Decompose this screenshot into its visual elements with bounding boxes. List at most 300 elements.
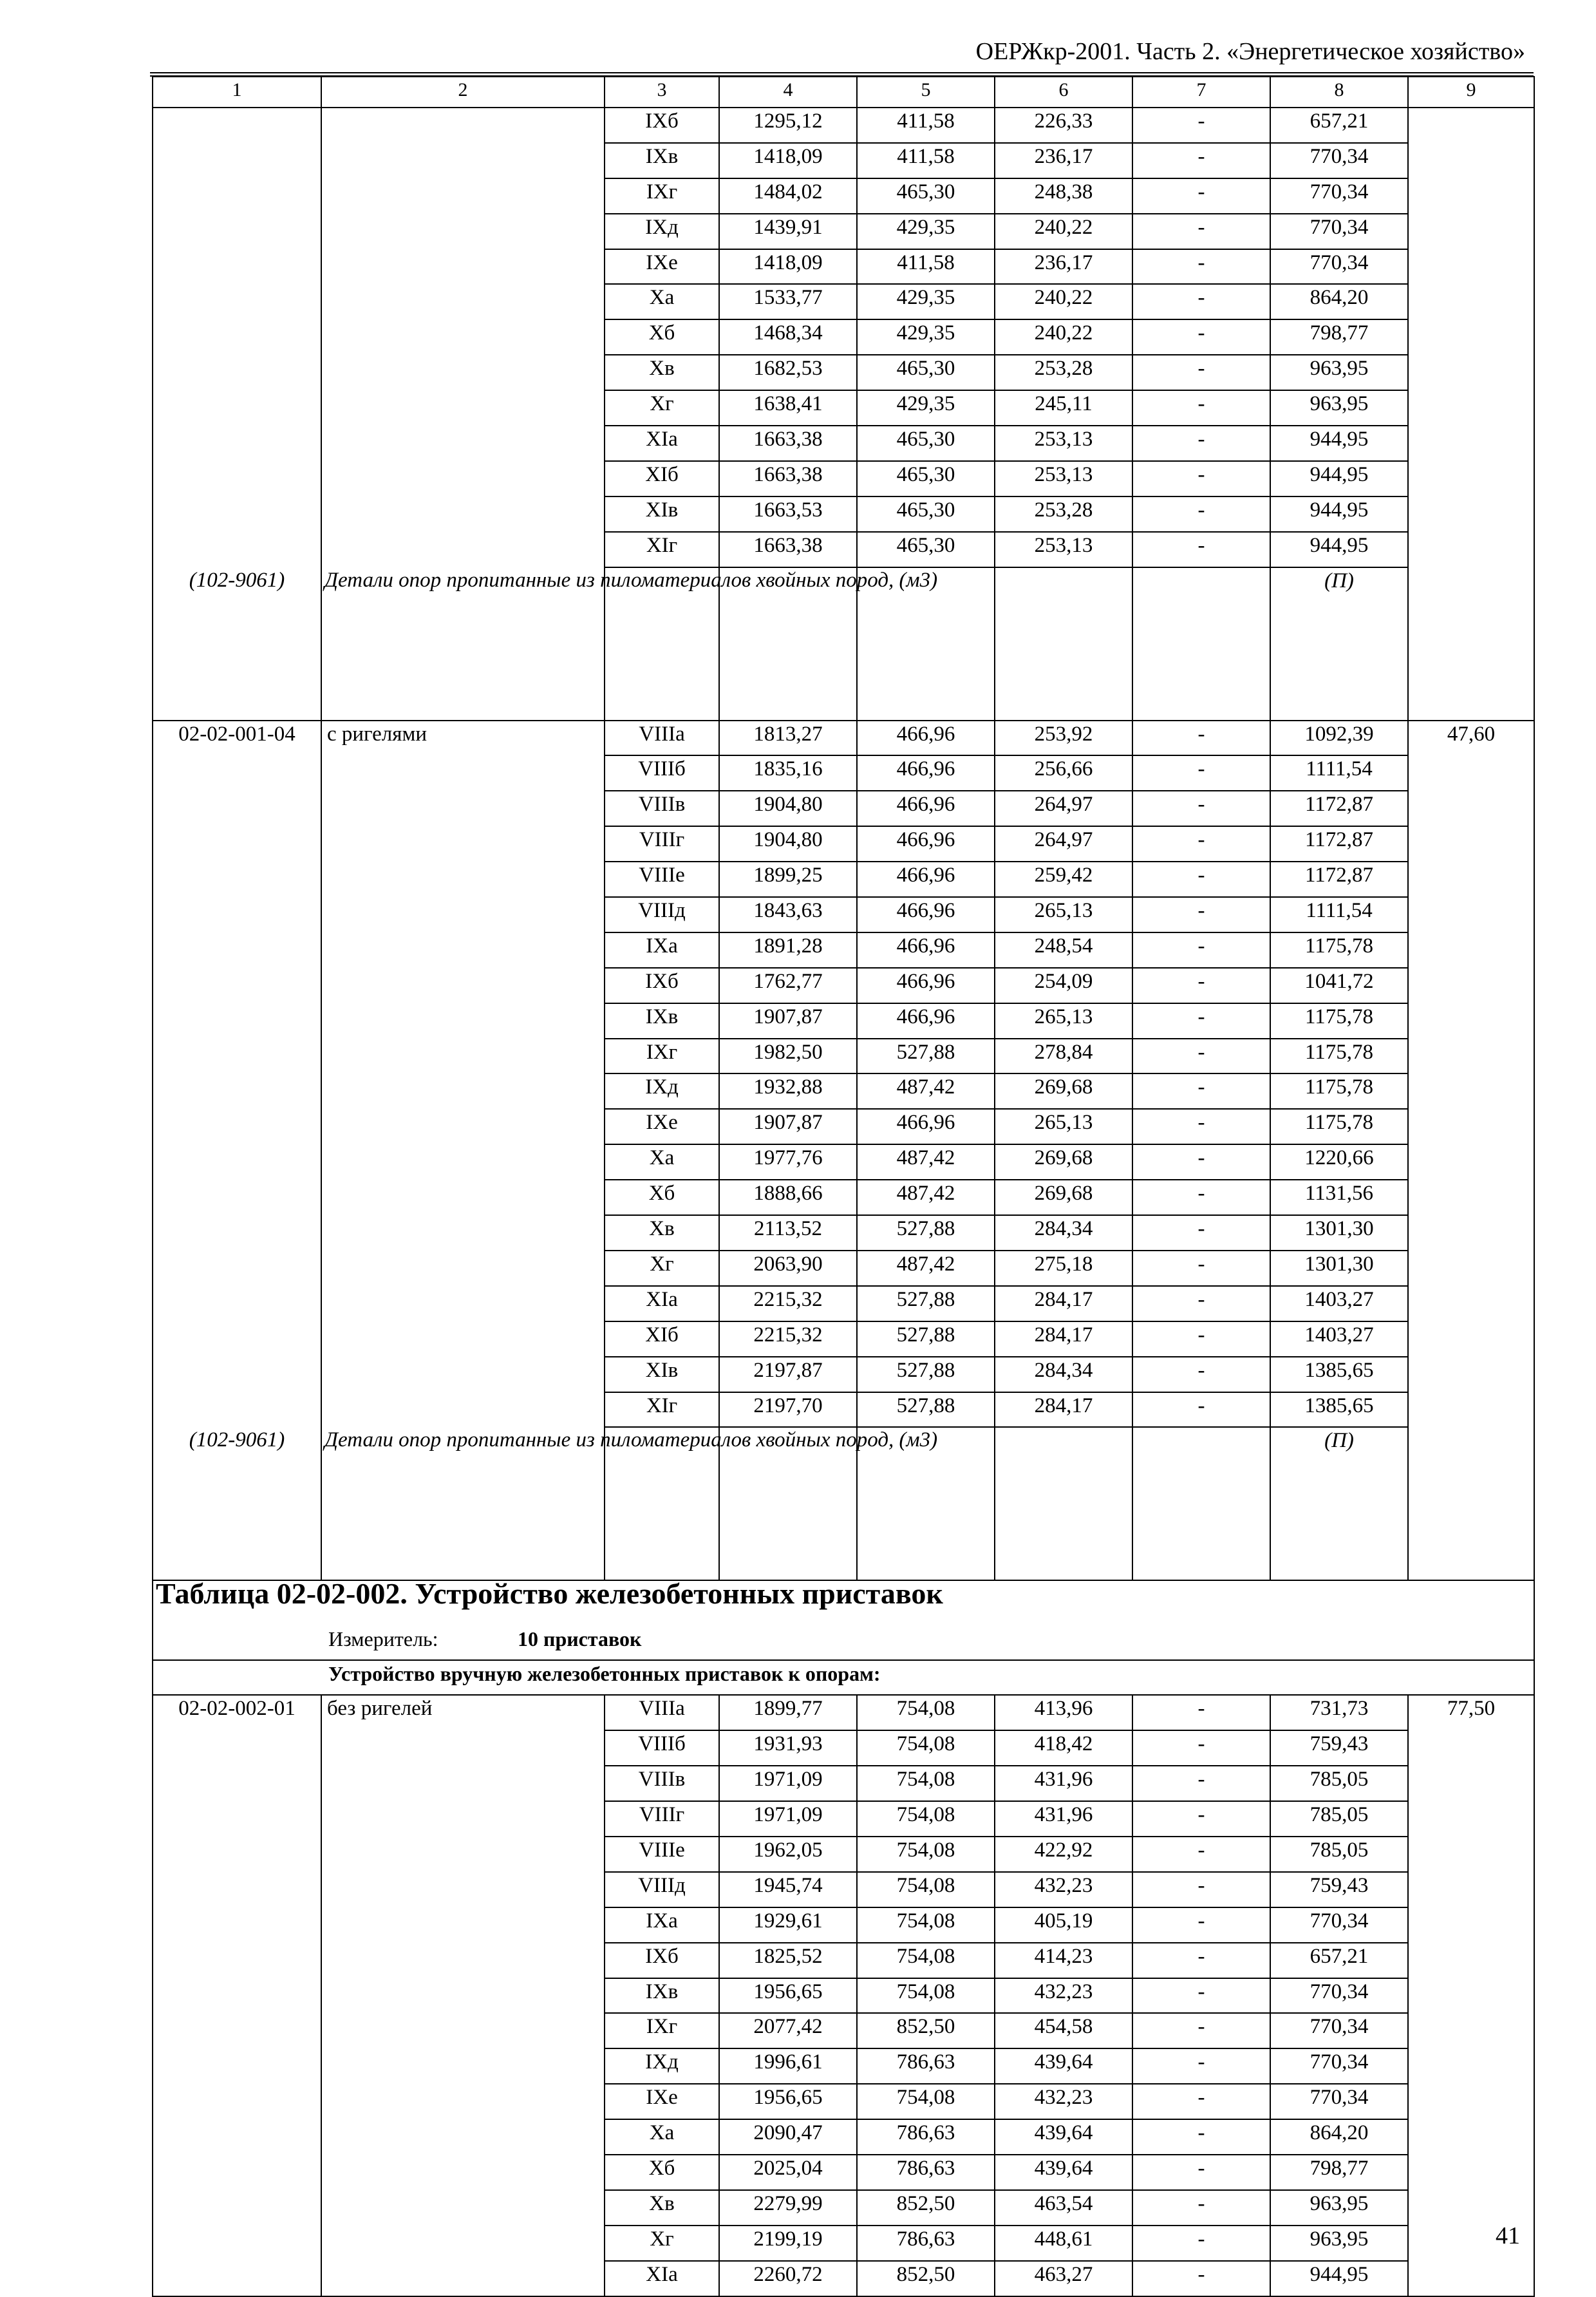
wages: 852,50 xyxy=(857,2190,995,2226)
materials-cost: 1385,65 xyxy=(1270,1392,1408,1428)
machinist-wages: - xyxy=(1132,461,1270,496)
column-number: 4 xyxy=(719,77,857,108)
zone-code: XIа xyxy=(605,426,719,461)
wages: 465,30 xyxy=(857,461,995,496)
machinist-wages: - xyxy=(1132,496,1270,532)
rate-name xyxy=(321,862,605,897)
wages: 466,96 xyxy=(857,968,995,1003)
labor-cost xyxy=(1408,1286,1534,1321)
table-row xyxy=(153,897,1534,932)
machinist-wages: - xyxy=(1132,532,1270,567)
machine-cost: 269,68 xyxy=(995,1144,1132,1180)
machinist-wages: - xyxy=(1132,1766,1270,1801)
materials-cost: 731,73 xyxy=(1270,1695,1408,1730)
machine-cost: 253,13 xyxy=(995,532,1132,567)
total-cost: 1439,91 xyxy=(719,214,857,249)
labor-cost xyxy=(1408,1321,1534,1357)
table-row xyxy=(153,355,1534,390)
machine-cost: 463,54 xyxy=(995,2190,1132,2226)
zone-code: IXг xyxy=(605,1039,719,1074)
total-cost: 1533,77 xyxy=(719,284,857,319)
materials-cost: 1175,78 xyxy=(1270,1073,1408,1109)
rate-name xyxy=(321,2226,605,2261)
machine-cost: 439,64 xyxy=(995,2119,1132,2155)
labor-cost: 77,50 xyxy=(1408,1695,1534,1730)
wages: 466,96 xyxy=(857,1109,995,1144)
total-cost: 1982,50 xyxy=(719,1039,857,1074)
materials-cost: 963,95 xyxy=(1270,2190,1408,2226)
wages: 786,63 xyxy=(857,2048,995,2084)
rate-code xyxy=(153,461,321,496)
column-number: 7 xyxy=(1132,77,1270,108)
machinist-wages: - xyxy=(1132,426,1270,461)
machine-cost: 253,13 xyxy=(995,461,1132,496)
wages: 527,88 xyxy=(857,1392,995,1428)
unit-cell xyxy=(153,1626,1534,1660)
wages: 852,50 xyxy=(857,2261,995,2296)
labor-cost xyxy=(1408,2190,1534,2226)
machine-cost: 405,19 xyxy=(995,1907,1132,1943)
rate-code xyxy=(153,1837,321,1872)
rate-code xyxy=(153,214,321,249)
empty-cell xyxy=(1132,567,1270,721)
rate-name xyxy=(321,791,605,826)
rate-name xyxy=(321,1978,605,2014)
machinist-wages: - xyxy=(1132,284,1270,319)
total-cost: 1418,09 xyxy=(719,143,857,178)
rate-code xyxy=(153,390,321,426)
wages: 411,58 xyxy=(857,249,995,285)
rate-code xyxy=(153,2084,321,2119)
total-cost: 1904,80 xyxy=(719,791,857,826)
rate-name: без ригелей xyxy=(321,1695,605,1730)
rate-name xyxy=(321,1392,605,1428)
table-row xyxy=(153,319,1534,355)
total-cost: 1899,25 xyxy=(719,862,857,897)
section-heading-cell xyxy=(153,1660,1534,1695)
zone-code: VIIIд xyxy=(605,897,719,932)
materials-cost: 770,34 xyxy=(1270,1907,1408,1943)
machinist-wages: - xyxy=(1132,178,1270,214)
machine-cost: 240,22 xyxy=(995,284,1132,319)
labor-cost xyxy=(1408,1357,1534,1392)
labor-cost xyxy=(1408,897,1534,932)
zone-code: VIIIб xyxy=(605,755,719,791)
machinist-wages: - xyxy=(1132,2226,1270,2261)
zone-code: Xа xyxy=(605,1144,719,1180)
machinist-wages: - xyxy=(1132,968,1270,1003)
machinist-wages: - xyxy=(1132,1978,1270,2014)
machine-cost: 226,33 xyxy=(995,108,1132,143)
labor-cost xyxy=(1408,496,1534,532)
rate-name xyxy=(321,319,605,355)
empty-cell xyxy=(995,567,1132,721)
header-rule xyxy=(150,72,1534,73)
total-cost: 2215,32 xyxy=(719,1321,857,1357)
machinist-wages: - xyxy=(1132,1144,1270,1180)
machinist-wages: - xyxy=(1132,1251,1270,1286)
rate-name xyxy=(321,461,605,496)
machine-cost: 284,17 xyxy=(995,1321,1132,1357)
total-cost: 1484,02 xyxy=(719,178,857,214)
column-number: 8 xyxy=(1270,77,1408,108)
materials-cost: 785,05 xyxy=(1270,1837,1408,1872)
machinist-wages: - xyxy=(1132,2119,1270,2155)
total-cost: 1956,65 xyxy=(719,1978,857,2014)
machine-cost: 240,22 xyxy=(995,214,1132,249)
total-cost: 2077,42 xyxy=(719,2013,857,2048)
materials-cost: 944,95 xyxy=(1270,532,1408,567)
rate-code xyxy=(153,1251,321,1286)
zone-code: IXд xyxy=(605,1073,719,1109)
table-row xyxy=(153,284,1534,319)
materials-cost: 944,95 xyxy=(1270,426,1408,461)
rate-name xyxy=(321,2013,605,2048)
zone-code: IXб xyxy=(605,1943,719,1978)
materials-cost: 770,34 xyxy=(1270,178,1408,214)
table-row xyxy=(153,1251,1534,1286)
labor-cost xyxy=(1408,791,1534,826)
total-cost: 1888,66 xyxy=(719,1180,857,1215)
zone-code: XIа xyxy=(605,1286,719,1321)
rate-name xyxy=(321,968,605,1003)
wages: 465,30 xyxy=(857,426,995,461)
labor-cost xyxy=(1408,1978,1534,2014)
labor-cost xyxy=(1408,461,1534,496)
machinist-wages: - xyxy=(1132,862,1270,897)
total-cost: 1932,88 xyxy=(719,1073,857,1109)
labor-cost xyxy=(1408,178,1534,214)
total-cost: 1996,61 xyxy=(719,2048,857,2084)
column-number: 6 xyxy=(995,77,1132,108)
table-row xyxy=(153,496,1534,532)
rate-code xyxy=(153,1730,321,1766)
table-row xyxy=(153,1730,1534,1766)
table-row xyxy=(153,214,1534,249)
rate-name xyxy=(321,178,605,214)
rate-name: с ригелями xyxy=(321,721,605,756)
table-row xyxy=(153,1392,1534,1428)
wages: 754,08 xyxy=(857,1695,995,1730)
rate-name xyxy=(321,1003,605,1039)
materials-cost: 1172,87 xyxy=(1270,862,1408,897)
total-cost: 1971,09 xyxy=(719,1766,857,1801)
table-row xyxy=(153,755,1534,791)
table-row xyxy=(153,1837,1534,1872)
labor-cost xyxy=(1408,143,1534,178)
wages: 527,88 xyxy=(857,1215,995,1251)
zone-code: IXе xyxy=(605,249,719,285)
rate-name xyxy=(321,2119,605,2155)
wages: 754,08 xyxy=(857,1837,995,1872)
wages: 786,63 xyxy=(857,2155,995,2190)
material-code: (102-9061) xyxy=(153,567,321,721)
labor-cost xyxy=(1408,532,1534,567)
zone-code: VIIIд xyxy=(605,1872,719,1907)
zone-code: IXе xyxy=(605,2084,719,2119)
machinist-wages: - xyxy=(1132,1073,1270,1109)
machine-cost: 278,84 xyxy=(995,1039,1132,1074)
labor-cost xyxy=(1408,426,1534,461)
rate-name xyxy=(321,2261,605,2296)
empty-cell xyxy=(995,1427,1132,1580)
wages: 429,35 xyxy=(857,390,995,426)
rate-code xyxy=(153,1978,321,2014)
wages: 786,63 xyxy=(857,2119,995,2155)
table-row xyxy=(153,1872,1534,1907)
zone-code: VIIIе xyxy=(605,862,719,897)
rate-code xyxy=(153,284,321,319)
rate-code xyxy=(153,1286,321,1321)
unit-row xyxy=(153,1626,1534,1660)
total-cost: 1663,38 xyxy=(719,426,857,461)
labor-cost xyxy=(1408,2119,1534,2155)
rate-code xyxy=(153,355,321,390)
materials-cost: 1111,54 xyxy=(1270,755,1408,791)
labor-cost xyxy=(1408,1837,1534,1872)
machinist-wages: - xyxy=(1132,1039,1270,1074)
machinist-wages: - xyxy=(1132,2013,1270,2048)
machinist-wages: - xyxy=(1132,2261,1270,2296)
total-cost: 2279,99 xyxy=(719,2190,857,2226)
labor-cost xyxy=(1408,1907,1534,1943)
rate-code xyxy=(153,1109,321,1144)
labor-cost xyxy=(1408,1766,1534,1801)
materials-cost: 785,05 xyxy=(1270,1766,1408,1801)
rate-name xyxy=(321,1801,605,1837)
labor-cost xyxy=(1408,968,1534,1003)
wages: 754,08 xyxy=(857,1872,995,1907)
labor-cost: 47,60 xyxy=(1408,721,1534,756)
wages: 411,58 xyxy=(857,143,995,178)
total-cost: 1813,27 xyxy=(719,721,857,756)
machine-cost: 284,17 xyxy=(995,1392,1132,1428)
materials-cost: 864,20 xyxy=(1270,284,1408,319)
table-row xyxy=(153,1215,1534,1251)
rate-code xyxy=(153,2119,321,2155)
total-cost: 1295,12 xyxy=(719,108,857,143)
rate-name xyxy=(321,143,605,178)
rate-name xyxy=(321,1872,605,1907)
wages: 411,58 xyxy=(857,108,995,143)
rate-code xyxy=(153,2048,321,2084)
machinist-wages: - xyxy=(1132,214,1270,249)
wages: 466,96 xyxy=(857,721,995,756)
machine-cost: 432,23 xyxy=(995,2084,1132,2119)
zone-code: Xг xyxy=(605,1251,719,1286)
total-cost: 2199,19 xyxy=(719,2226,857,2261)
machine-cost: 253,28 xyxy=(995,496,1132,532)
rate-name xyxy=(321,755,605,791)
wages: 754,08 xyxy=(857,1978,995,2014)
table-row xyxy=(153,1286,1534,1321)
rate-code xyxy=(153,1943,321,1978)
column-number: 1 xyxy=(153,77,321,108)
total-cost: 2113,52 xyxy=(719,1215,857,1251)
rate-code xyxy=(153,1321,321,1357)
zone-code: VIIIв xyxy=(605,791,719,826)
total-cost: 1418,09 xyxy=(719,249,857,285)
labor-cost xyxy=(1408,355,1534,390)
zone-code: XIб xyxy=(605,1321,719,1357)
materials-cost: 1131,56 xyxy=(1270,1180,1408,1215)
machine-cost: 253,28 xyxy=(995,355,1132,390)
machine-cost: 432,23 xyxy=(995,1978,1132,2014)
material-value: (П) xyxy=(1270,567,1408,721)
zone-code: IXд xyxy=(605,2048,719,2084)
total-cost: 1904,80 xyxy=(719,826,857,862)
total-cost: 1663,38 xyxy=(719,461,857,496)
wages: 466,96 xyxy=(857,932,995,968)
labor-cost xyxy=(1408,932,1534,968)
rate-code xyxy=(153,319,321,355)
total-cost: 2215,32 xyxy=(719,1286,857,1321)
machinist-wages: - xyxy=(1132,2155,1270,2190)
materials-cost: 1041,72 xyxy=(1270,968,1408,1003)
machinist-wages: - xyxy=(1132,1837,1270,1872)
rate-name xyxy=(321,1837,605,1872)
machine-cost: 463,27 xyxy=(995,2261,1132,2296)
machinist-wages: - xyxy=(1132,2190,1270,2226)
machinist-wages: - xyxy=(1132,390,1270,426)
machine-cost: 253,92 xyxy=(995,721,1132,756)
wages: 465,30 xyxy=(857,532,995,567)
rate-code xyxy=(153,249,321,285)
table-row xyxy=(153,461,1534,496)
column-number: 9 xyxy=(1408,77,1534,108)
machinist-wages: - xyxy=(1132,1003,1270,1039)
zone-code: Xа xyxy=(605,2119,719,2155)
rate-code: 02-02-002-01 xyxy=(153,1695,321,1730)
labor-cost xyxy=(1408,1003,1534,1039)
rate-name xyxy=(321,1144,605,1180)
materials-cost: 963,95 xyxy=(1270,355,1408,390)
machinist-wages: - xyxy=(1132,2048,1270,2084)
labor-cost xyxy=(1408,1251,1534,1286)
table-row xyxy=(153,1180,1534,1215)
zone-code: IXг xyxy=(605,178,719,214)
zone-code: XIв xyxy=(605,1357,719,1392)
machinist-wages: - xyxy=(1132,1907,1270,1943)
wages: 429,35 xyxy=(857,214,995,249)
table-row xyxy=(153,143,1534,178)
material-note-row xyxy=(153,567,1534,721)
total-cost: 1468,34 xyxy=(719,319,857,355)
rate-code xyxy=(153,496,321,532)
wages: 527,88 xyxy=(857,1286,995,1321)
wages: 527,88 xyxy=(857,1039,995,1074)
table-row xyxy=(153,1144,1534,1180)
wages: 487,42 xyxy=(857,1251,995,1286)
materials-cost: 1403,27 xyxy=(1270,1321,1408,1357)
machine-cost: 236,17 xyxy=(995,249,1132,285)
machine-cost: 431,96 xyxy=(995,1766,1132,1801)
rate-code xyxy=(153,968,321,1003)
machine-cost: 422,92 xyxy=(995,1837,1132,1872)
zone-code: IXа xyxy=(605,1907,719,1943)
materials-cost: 785,05 xyxy=(1270,1801,1408,1837)
wages: 754,08 xyxy=(857,1943,995,1978)
rate-name xyxy=(321,1215,605,1251)
total-cost: 2197,70 xyxy=(719,1392,857,1428)
total-cost: 1825,52 xyxy=(719,1943,857,1978)
table-row xyxy=(153,862,1534,897)
rate-code: 02-02-001-04 xyxy=(153,721,321,756)
machine-cost: 259,42 xyxy=(995,862,1132,897)
total-cost: 1899,77 xyxy=(719,1695,857,1730)
zone-code: Xа xyxy=(605,284,719,319)
zone-code: XIв xyxy=(605,496,719,532)
labor-cost xyxy=(1408,1801,1534,1837)
table-row xyxy=(153,2013,1534,2048)
rate-name xyxy=(321,355,605,390)
machinist-wages: - xyxy=(1132,249,1270,285)
table-row xyxy=(153,1073,1534,1109)
materials-cost: 864,20 xyxy=(1270,2119,1408,2155)
zone-code: Xб xyxy=(605,1180,719,1215)
wages: 465,30 xyxy=(857,355,995,390)
wages: 466,96 xyxy=(857,826,995,862)
zone-code: IXв xyxy=(605,1978,719,2014)
table-row xyxy=(153,1766,1534,1801)
materials-cost: 770,34 xyxy=(1270,1978,1408,2014)
rate-name xyxy=(321,1180,605,1215)
rate-code xyxy=(153,1801,321,1837)
labor-cost xyxy=(1408,2155,1534,2190)
table-row xyxy=(153,2155,1534,2190)
wages: 429,35 xyxy=(857,284,995,319)
rate-name xyxy=(321,1039,605,1074)
zone-code: Xг xyxy=(605,390,719,426)
materials-cost: 963,95 xyxy=(1270,2226,1408,2261)
materials-cost: 759,43 xyxy=(1270,1730,1408,1766)
machine-cost: 439,64 xyxy=(995,2155,1132,2190)
total-cost: 1843,63 xyxy=(719,897,857,932)
labor-cost xyxy=(1408,755,1534,791)
machinist-wages: - xyxy=(1132,791,1270,826)
rates-table xyxy=(152,76,1535,2297)
total-cost: 1663,53 xyxy=(719,496,857,532)
materials-cost: 770,34 xyxy=(1270,214,1408,249)
section-heading-row xyxy=(153,1660,1534,1695)
labor-cost xyxy=(1408,1073,1534,1109)
total-cost: 1962,05 xyxy=(719,1837,857,1872)
materials-cost: 963,95 xyxy=(1270,390,1408,426)
wages: 754,08 xyxy=(857,2084,995,2119)
table-row xyxy=(153,826,1534,862)
table-row xyxy=(153,1943,1534,1978)
table-row xyxy=(153,1321,1534,1357)
rate-name xyxy=(321,897,605,932)
table-title-row xyxy=(153,1580,1534,1626)
labor-cost xyxy=(1408,319,1534,355)
rate-name xyxy=(321,2084,605,2119)
table-row xyxy=(153,108,1534,143)
materials-cost: 770,34 xyxy=(1270,143,1408,178)
material-code: (102-9061) xyxy=(153,1427,321,1580)
rate-name xyxy=(321,1109,605,1144)
machinist-wages: - xyxy=(1132,1215,1270,1251)
total-cost: 2063,90 xyxy=(719,1251,857,1286)
wages: 754,08 xyxy=(857,1766,995,1801)
labor-cost xyxy=(1408,214,1534,249)
table-row xyxy=(153,2119,1534,2155)
machine-cost: 240,22 xyxy=(995,319,1132,355)
section-heading: Устройство вручную железобетонных приставок к опорам: xyxy=(328,1662,881,1686)
wages: 487,42 xyxy=(857,1144,995,1180)
rate-code xyxy=(153,178,321,214)
rate-code xyxy=(153,1215,321,1251)
